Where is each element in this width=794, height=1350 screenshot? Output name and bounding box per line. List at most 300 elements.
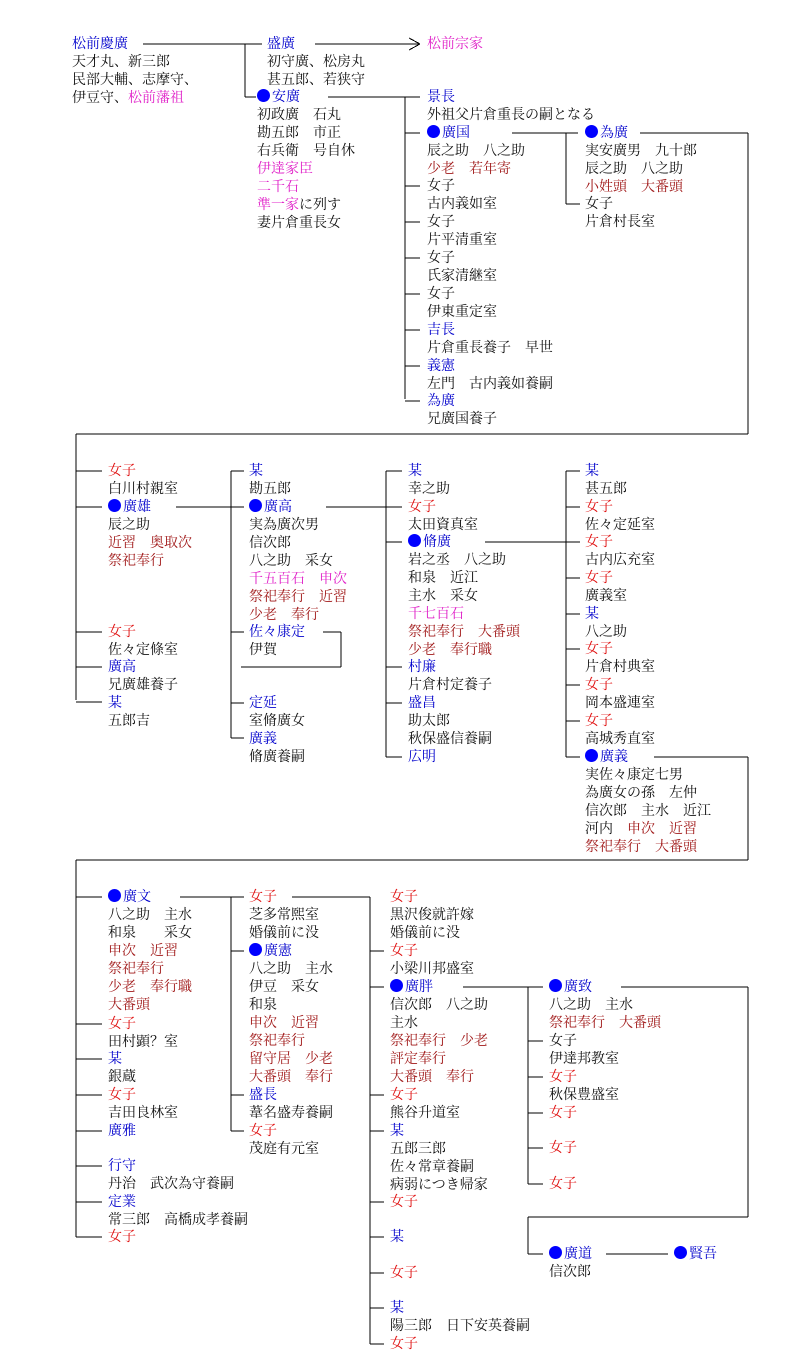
entry-text: 五郎吉 [108,713,150,729]
person-bo [408,462,450,498]
entry-line [585,623,627,641]
entry-text: 主水 [390,1015,418,1031]
head-of-house-marker-icon [427,125,440,138]
entry-text: 女子 [249,1123,277,1139]
person-bo [585,462,627,498]
entry-line [108,1157,234,1175]
entry-line [585,676,655,694]
person-yukimori [108,1157,234,1193]
head-of-house-marker-icon [408,534,421,547]
entry-line [72,71,198,89]
entry-text: 兄廣雄養子 [108,677,178,693]
entry-text: 室脩廣女 [249,713,305,729]
entry-line [427,303,497,321]
entry-text: 祭祀奉行 大番頭 [549,1015,661,1031]
entry-text: 秋保豊盛室 [549,1087,619,1103]
person-daughter [249,888,319,942]
entry-text: 茂庭有元室 [249,1141,319,1157]
entry-text: 義憲 [427,358,455,374]
entry-text: 景長 [427,89,455,105]
entry-line [585,640,655,658]
entry-line [585,124,697,142]
entry-line [257,106,355,124]
entry-text: 女子 [249,889,277,905]
head-of-house-marker-icon [549,979,562,992]
entry-line [249,606,347,624]
entry-text: 賢吾 [689,1246,717,1262]
entry-line [249,1104,333,1122]
entry-text: 祭祀奉行 [108,961,164,977]
entry-text: 申次 近習 [627,821,697,837]
head-of-house-marker-icon [585,749,598,762]
head-of-house-marker-icon [390,979,403,992]
entry-line [249,978,333,996]
entry-text: 祭祀奉行 近習 [249,589,347,605]
person-hiroyoshi [585,748,711,856]
entry-text: 廣国 [442,125,470,141]
entry-line [267,53,365,71]
person-bo [249,462,291,498]
entry-line [408,748,436,766]
entry-text: 幸之助 [408,481,450,497]
entry-line [249,1122,319,1140]
person-daughter [108,462,178,498]
entry-text: 氏家清継室 [427,268,497,284]
entry-line [549,996,661,1014]
entry-line [108,888,192,906]
entry-line [408,480,450,498]
entry-line [585,551,655,569]
entry-line [249,960,333,978]
entry-line [72,35,198,53]
entry-text: 某 [390,1123,404,1139]
entry-line [427,142,525,160]
entry-line [549,1014,661,1032]
entry-line [585,462,627,480]
head-of-house-marker-icon [108,889,121,902]
entry-line [108,534,192,552]
entry-line [108,1015,178,1033]
head-of-house-marker-icon [585,125,598,138]
entry-text: 千七百石 [408,606,464,622]
head-of-house-marker-icon [108,499,121,512]
entry-text: 廣義室 [585,588,627,604]
entry-line [249,534,347,552]
entry-line [257,160,355,178]
person-kagenaga [427,88,595,124]
entry-line [427,160,525,178]
entry-line [408,658,492,676]
entry-line [390,1050,488,1068]
entry-text: 信次郎 主水 近江 [585,803,711,819]
entry-text: 白川村親室 [108,481,178,497]
entry-text: に列す [299,197,341,213]
entry-line [585,838,711,856]
entry-line [249,1086,333,1104]
entry-text: 助太郎 [408,713,450,729]
head-of-house-marker-icon [674,1246,687,1259]
entry-text: 片倉村長室 [585,214,655,230]
entry-text: 女子 [390,943,418,959]
entry-line [408,516,478,534]
entry-line [108,1175,234,1193]
entry-line [108,1211,248,1229]
head-of-house-marker-icon [249,499,262,512]
entry-line [427,35,483,53]
entry-line [267,35,365,53]
entry-line [249,888,319,906]
entry-text: 芝多常煕室 [249,907,319,923]
entry-line [585,802,711,820]
entry-text: 辰之助 八之助 [427,143,525,159]
entry-text: 定業 [108,1194,136,1210]
entry-text: 廣義 [600,749,628,765]
person-yoshihiro [72,35,198,107]
person-hirofumi [108,888,192,1014]
entry-line [408,462,450,480]
entry-text: 女子 [549,1105,577,1121]
entry-line [249,1014,333,1032]
entry-line [390,1140,488,1158]
entry-text: 実佐々康定七男 [585,767,683,783]
entry-text: 廣道 [564,1246,592,1262]
entry-line [549,1068,619,1086]
entry-line [390,1299,530,1317]
entry-text: 為廣 [427,393,455,409]
entry-line [390,1068,488,1086]
entry-text: 某 [108,695,122,711]
person-daughter [549,1068,619,1104]
entry-line [257,142,355,160]
entry-line [108,1033,178,1051]
entry-text: 松前慶廣 [72,36,128,52]
entry-text: 伊豆 采女 [249,979,319,995]
entry-text: 田村顕？室 [108,1034,178,1050]
person-daughter [108,623,178,659]
entry-text: 女子 [390,1087,418,1103]
entry-text: 八之助 主水 [108,907,192,923]
entry-line [390,1158,488,1176]
person-hiroo [108,498,192,570]
entry-line [585,587,627,605]
entry-text: 女子 [585,534,613,550]
entry-text: 佐々常章養嗣 [390,1159,474,1175]
entry-line [408,676,492,694]
entry-line [72,89,198,107]
entry-text: 太田資真室 [408,517,478,533]
entry-line [408,498,478,516]
entry-text: 勘五郎 [249,481,291,497]
entry-line [249,498,347,516]
person-morimasa [408,694,492,748]
person-hirohan [390,978,488,1086]
entry-line [427,321,553,339]
entry-text: 留守居 少老 [249,1051,333,1067]
entry-text: 片平清重室 [427,232,497,248]
entry-line [585,605,627,623]
entry-line [249,1068,333,1086]
entry-line [549,1104,577,1122]
entry-line [108,1193,248,1211]
person-bo [390,1122,488,1194]
person-tamehiro [427,392,497,428]
head-of-house-marker-icon [249,943,262,956]
entry-text: 八之助 采女 [249,553,333,569]
person-daughter [390,942,474,978]
entry-text: 大番頭 [108,997,150,1013]
entry-text: 千五百石 申次 [249,571,347,587]
entry-text: 黒沢俊就許嫁 [390,907,474,923]
entry-line [585,142,697,160]
entry-line [108,623,178,641]
entry-line [549,1032,619,1050]
entry-line [390,1104,460,1122]
entry-text: 女子 [549,1033,577,1049]
entry-line [390,1193,418,1211]
entry-text: 甚五郎、若狭守 [267,72,365,88]
entry-text: 右兵衛 号自休 [257,143,355,159]
entry-line [108,480,178,498]
entry-text: 廣致 [564,979,592,995]
entry-text: 女子 [585,713,613,729]
entry-text: 女子 [549,1140,577,1156]
entry-text: 女子 [408,499,436,515]
entry-line [108,1122,136,1140]
entry-line [585,516,655,534]
entry-text: 女子 [108,624,136,640]
reference-link[interactable]: 松前藩祖 [128,90,184,106]
entry-line [108,712,150,730]
person-sadanari [108,1193,248,1229]
entry-line [390,1228,404,1246]
entry-line [108,924,192,942]
entry-text: 少老 奉行職 [408,642,492,658]
person-tamehiro-heir [585,124,697,196]
entry-line [585,178,697,196]
entry-text: 和泉 近江 [408,570,478,586]
entry-text: 村廉 [408,659,436,675]
entry-line [249,1032,333,1050]
entry-text: 高城秀直室 [585,731,655,747]
reference-link[interactable]: 伊達家臣 [257,161,313,177]
entry-text: 女子 [427,178,455,194]
person-daughter [390,1335,418,1350]
person-daughter [549,1175,577,1193]
person-daughter [427,285,497,321]
entry-text: 常三郎 高橋成孝養嗣 [108,1212,248,1228]
entry-text: 脩廣養嗣 [249,749,305,765]
entry-text: 片倉村定養子 [408,677,492,693]
person-daughter [108,1086,178,1122]
entry-text: 某 [390,1229,404,1245]
entry-line [408,605,520,623]
connector-line [409,44,420,50]
entry-line [390,1086,460,1104]
entry-line [72,53,198,71]
entry-line [108,960,192,978]
entry-text: 申次 近習 [249,1015,319,1031]
person-daughter [390,1086,460,1122]
entry-text: 女子 [427,214,455,230]
person-yoshinori [427,357,553,393]
entry-line [674,1245,717,1263]
entry-line [408,694,492,712]
entry-text: 葦名盛寿養嗣 [249,1105,333,1121]
entry-line [408,712,492,730]
entry-text: 近習 奥取次 [108,535,192,551]
entry-text: 古内広充室 [585,552,655,568]
entry-text: 岩之丞 八之助 [408,552,506,568]
head-of-house-marker-icon [257,89,270,102]
entry-text: 婚儀前に没 [249,925,319,941]
entry-text: 伊東重定室 [427,304,497,320]
entry-text: 評定奉行 [390,1051,446,1067]
entry-text: 病弱につき帰家 [390,1177,488,1193]
entry-text: 女子 [390,1194,418,1210]
entry-text: 広明 [408,749,436,765]
entry-line [108,1086,178,1104]
entry-text: 廣義 [249,731,277,747]
entry-text: 二千石 [257,179,299,195]
person-daughter [549,1104,577,1122]
entry-line [108,1228,136,1246]
person-daughter [408,498,478,534]
person-yoshinaga [427,321,553,357]
entry-text: 廣胖 [405,979,433,995]
entry-line [427,195,497,213]
entry-text: 実為廣次男 [249,517,319,533]
entry-line [427,267,497,285]
entry-line [549,1263,592,1281]
person-daughter [427,177,497,213]
entry-line [390,1317,530,1335]
person-katsugo [674,1245,717,1263]
person-murayasu [408,658,492,694]
entry-text: 佐々定延室 [585,517,655,533]
entry-text: 初政廣 石丸 [257,107,341,123]
entry-line [408,551,520,569]
entry-line [585,480,627,498]
entry-text: 廣高 [264,499,292,515]
entry-text: 某 [390,1300,404,1316]
entry-line [427,231,497,249]
entry-line [585,498,655,516]
entry-line [390,1264,418,1282]
person-hiromune [549,978,661,1032]
entry-line [585,730,655,748]
entry-line [249,730,305,748]
entry-line [390,996,488,1014]
entry-line [427,339,553,357]
person-daughter [549,1032,619,1068]
entry-text: 主水 采女 [408,588,478,604]
entry-line [108,1104,178,1122]
entry-text: 伊賀 [249,642,277,658]
entry-line [427,88,595,106]
entry-text: 片倉村典室 [585,659,655,675]
entry-text: 河内 [585,821,627,837]
entry-text: 某 [585,606,599,622]
entry-line [390,1176,488,1194]
entry-text: 廣憲 [264,943,292,959]
person-hirotaka [108,658,178,694]
entry-text: 某 [585,463,599,479]
entry-line [108,516,192,534]
link-matsumae-soke [427,35,483,53]
entry-text: 祭祀奉行 [108,553,164,569]
entry-text: 女子 [585,196,613,212]
entry-line [249,552,347,570]
entry-line [427,106,595,124]
entry-line [108,694,150,712]
entry-text: 銀蔵 [108,1069,136,1085]
entry-text: 伊豆守、 [72,90,128,106]
entry-line [249,641,305,659]
entry-text: 女子 [390,1336,418,1350]
entry-line [257,88,355,106]
entry-line [390,1335,418,1350]
entry-line [108,462,178,480]
entry-line [427,213,497,231]
entry-line [585,195,655,213]
entry-text: 信次郎 八之助 [390,997,488,1013]
entry-text: 祭祀奉行 [249,1033,305,1049]
entry-text: 小梁川邦盛室 [390,961,474,977]
entry-text: 兄廣国養子 [427,411,497,427]
entry-line [390,960,474,978]
person-daughter [390,1264,418,1282]
entry-line [390,924,474,942]
entry-line [108,978,192,996]
person-hiromichi [549,1245,592,1281]
entry-line [257,124,355,142]
entry-text: 為廣女の孫 左仲 [585,785,697,801]
entry-line [108,641,178,659]
entry-text: 外祖父片倉重長の嗣となる [427,107,595,123]
reference-link[interactable]: 準一家 [257,197,299,213]
entry-text: 某 [108,1051,122,1067]
entry-text: 大番頭 奉行 [390,1069,474,1085]
entry-line [427,285,497,303]
entry-line [549,1175,577,1193]
entry-line [408,641,520,659]
connector-line [409,38,420,44]
entry-text: 脩廣 [423,534,451,550]
person-bo [390,1299,530,1335]
entry-line [408,730,492,748]
person-hirotaka-heir [249,498,347,624]
person-daughter [585,533,655,569]
person-bo [585,605,627,641]
entry-text: 八之助 主水 [249,961,333,977]
person-hironori [249,942,333,1086]
entry-line [549,978,661,996]
person-hirokuni [427,124,525,178]
entry-text: 秋保盛信養嗣 [408,731,492,747]
head-of-house-marker-icon [549,1246,562,1259]
entry-text: 女子 [427,286,455,302]
entry-line [108,498,192,516]
entry-text: 女子 [585,570,613,586]
entry-line [390,888,474,906]
person-hiroaki [408,748,436,766]
entry-text: 女子 [427,250,455,266]
reference-link[interactable]: 松前宗家 [427,36,483,52]
entry-line [427,375,553,393]
entry-text: 伊達邦教室 [549,1051,619,1067]
person-daughter [585,569,627,605]
entry-line [549,1139,577,1157]
